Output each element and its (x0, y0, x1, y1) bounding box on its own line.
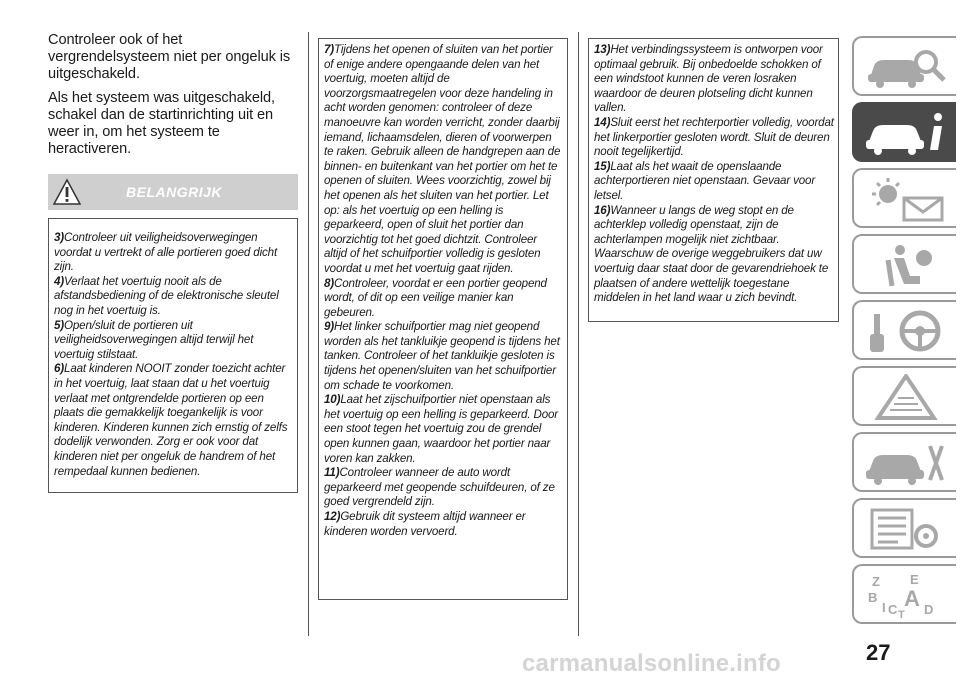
note-item (594, 160, 834, 204)
note-number: 6) (54, 362, 65, 376)
note-number: 7) (324, 43, 335, 56)
index-letter: I (882, 600, 886, 615)
warning-header (48, 174, 298, 210)
note-item (324, 320, 563, 393)
tab-warning-lights[interactable] (852, 168, 956, 228)
note-number: 3) (54, 231, 65, 244)
note-item (594, 116, 834, 160)
technical-data-icon (864, 506, 948, 552)
note-item (324, 393, 563, 466)
key-steering-wheel-icon (864, 308, 948, 354)
airbag-seat-icon (864, 242, 948, 288)
note-text: Het verbindingssysteem is ontworpen voor optimaal gebruik. Bij onbedoelde schokken of een windstoot kunnen de veren losraken waardoor de deuren plotseling dicht kunnen vallen. (594, 43, 823, 115)
note-text: Tijdens het openen of sluiten van het portier of enige andere opengaande delen van het voertuig, moeten altijd de voorzorgsmaatregelen voor deze handeling in acht worden genomen: controleer of deze manoeuvre kan worden verricht, zonder daarbij iemand, lichaamsdelen, dieren of voorwerpen te raken. Gebruik alleen de handgrepen aan de binnen- en buitenkant van het portier om het te openen of sluiten. Wees voorzichtig, zowel bij het openen als het sluiten van het portier. Let op: als het voertuig op een helling is geparkeerd, open of sluit het portier dan voorzichtig tot het goed dichtzit. Controleer altijd of het schuifportier volledig is gesloten voordat u met het voertuig gaat rijden. (324, 43, 561, 275)
emergency-triangle-icon (864, 374, 948, 420)
note-text: Open/sluit de portieren uit veiligheidsoverwegingen altijd terwijl het voertuig stilstaat. (54, 318, 254, 361)
tab-car-info[interactable] (852, 102, 956, 162)
note-item (324, 510, 563, 539)
alphabetical-index-icon (864, 572, 948, 618)
index-letter: Z (872, 574, 880, 589)
tab-car-search[interactable] (852, 36, 956, 96)
column-divider (308, 32, 309, 636)
note-number: 15) (594, 159, 611, 173)
index-letter: T (898, 609, 905, 618)
note-item (54, 319, 293, 363)
tab-car-service[interactable] (852, 432, 956, 492)
warning-notes-box (588, 38, 839, 322)
note-item (324, 43, 563, 277)
note-number: 9) (324, 320, 335, 334)
note-text: Controleer uit veiligheidsoverwegingen voordat u vertrekt of alle portieren goed dicht zijn. (54, 231, 278, 274)
index-letter: A (904, 586, 920, 611)
tab-key-steering[interactable] (852, 300, 956, 360)
page-number: 27 (866, 640, 891, 665)
note-item (54, 231, 293, 275)
note-number: 16) (594, 203, 611, 217)
tab-airbag-seat[interactable] (852, 234, 956, 294)
note-number: 13) (594, 43, 611, 56)
note-text: Verlaat het voertuig nooit als de afstandsbediening of de elektronische sleutel nog in het voertuig is. (54, 274, 279, 317)
warning-notes-box (48, 218, 298, 493)
warning-title: BELANGRIJK (126, 184, 223, 200)
car-info-icon (864, 110, 948, 156)
index-letter: D (924, 602, 934, 617)
warning-notes-box (318, 38, 568, 600)
warning-triangle-icon (52, 178, 82, 206)
index-letter: C (888, 602, 898, 617)
index-letter: E (910, 572, 919, 587)
note-text: Het linker schuifportier mag niet geopend worden als het tankluikje geopend is tijdens het tanken. Controleer of het tankluikje gesloten is tijdens het openen/sluiten van het schuifportier om schade te voorkomen. (324, 320, 560, 392)
index-letter: B (868, 590, 878, 605)
note-text: Sluit eerst het rechterportier volledig, voordat het linkerportier gesloten wordt. Sluit de deuren nooit tegelijkertijd. (594, 115, 834, 159)
note-text: Wanneer u langs de weg stopt en de achterklep volledig openstaat, zijn de achterlampen mogelijk niet zichtbaar. Waarschuw de overige weggebruikers dat uw voertuig daar staat door de gevarendriehoek te plaatsen of andere wettelijk toegestane middelen in het land waar u zich bevindt. (594, 203, 829, 305)
body-paragraph: Controleer ook of het vergrendelsysteem niet per ongeluk is uitgeschakeld. (48, 32, 291, 83)
note-item (594, 204, 834, 306)
note-number: 5) (54, 318, 65, 332)
tab-emergency[interactable] (852, 366, 956, 426)
note-item (54, 275, 293, 319)
tab-alphabetical-index[interactable] (852, 564, 956, 624)
note-text: Laat het zijschuifportier niet openstaan als het voertuig op een helling is geparkeerd. Door een stoot tegen het voertuig zou de grendel open kunnen gaan, waardoor het portier naar voren kan zakken. (324, 393, 558, 465)
column-divider (578, 32, 579, 636)
note-item (324, 466, 563, 510)
note-text: Laat als het waait de openslaande achterportieren niet openstaan. Gevaar voor letsel. (594, 159, 816, 202)
note-text: Gebruik dit systeem altijd wanneer er kinderen worden vervoerd. (324, 510, 526, 538)
column-1 (48, 32, 298, 164)
note-number: 4) (54, 274, 65, 288)
tab-technical-data[interactable] (852, 498, 956, 558)
car-service-tools-icon (864, 440, 948, 486)
note-text: Controleer, voordat er een portier geopend wordt, of dit op een veilige manier kan gebeuren. (324, 276, 547, 319)
note-number: 14) (594, 115, 611, 129)
note-text: Controleer wanneer de auto wordt geparkeerd met geopende schuifdeuren, of ze goed vergrendeld zijn. (324, 466, 555, 509)
note-item (594, 43, 834, 116)
note-number: 10) (324, 393, 341, 407)
note-item (324, 277, 563, 321)
body-paragraph: Als het systeem was uitgeschakeld, schakel dan de startinrichting uit en weer in, om het systeem te heractiveren. (48, 89, 275, 158)
note-text: Laat kinderen NOOIT zonder toezicht achter in het voertuig, laat staan dat u het voertuig verlaat met ontgrendelde portieren op een plaats die gemakkelijk toegankelijk is voor kinderen. Kinderen kunnen zich ernstig of zelfs dodelijk verwonden. Zorg er ook voor dat kinderen niet per ongeluk de handrem of het rempedaal kunnen bedienen. (54, 362, 288, 478)
note-number: 11) (324, 466, 340, 480)
note-number: 12) (324, 510, 341, 523)
watermark: carmanualsonline.info (522, 650, 781, 677)
warning-lights-icon (864, 176, 948, 222)
note-number: 8) (324, 276, 335, 290)
note-item (54, 362, 293, 479)
car-search-icon (864, 44, 948, 90)
